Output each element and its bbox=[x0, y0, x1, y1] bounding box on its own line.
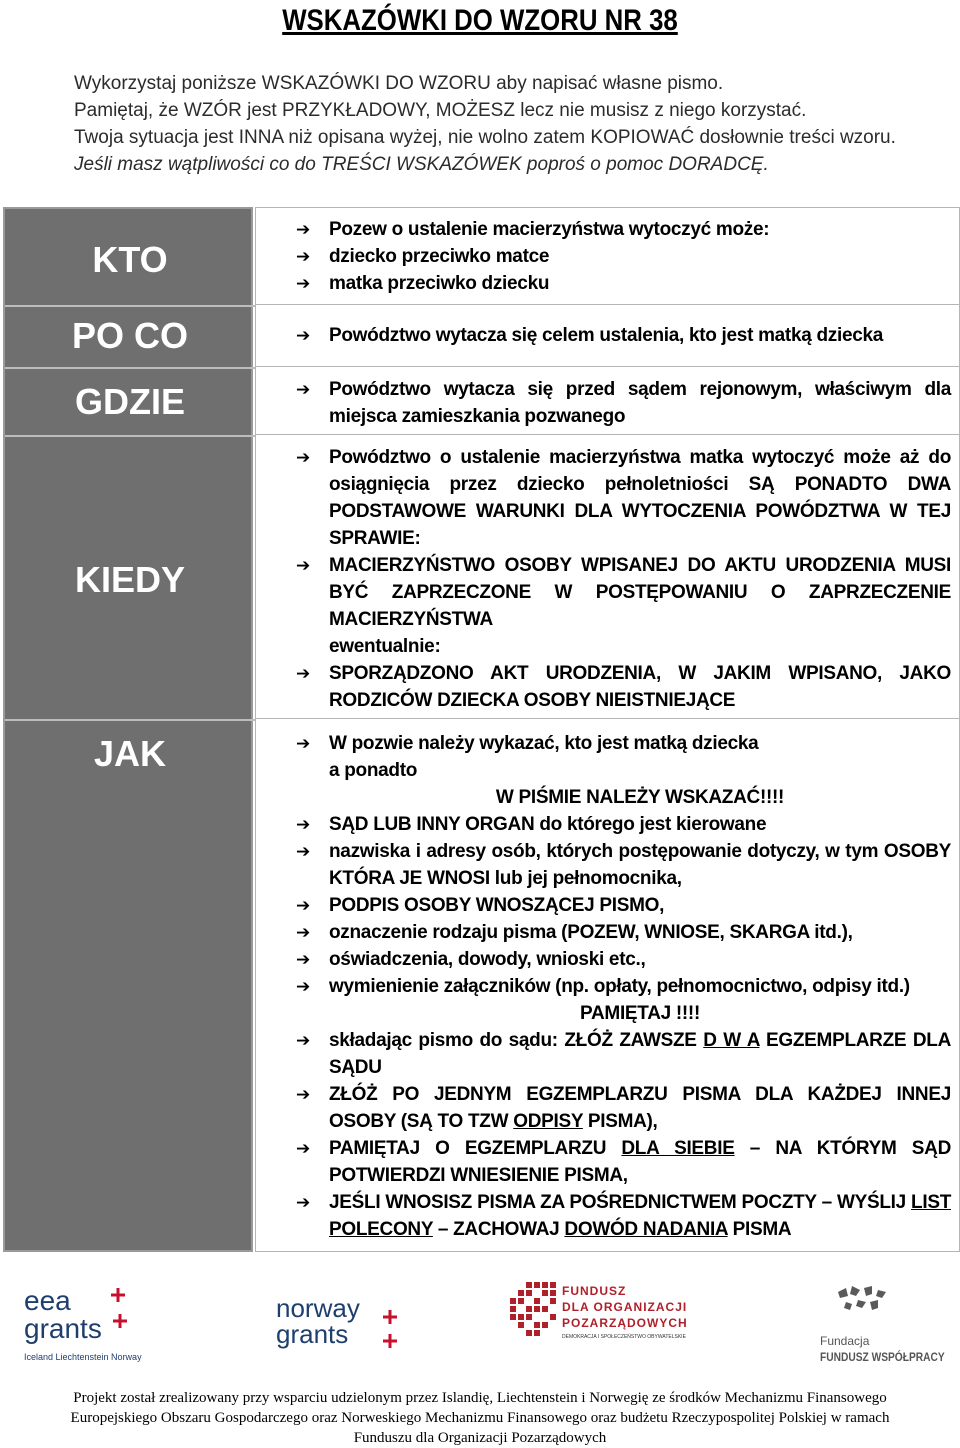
label-jak: JAK bbox=[93, 733, 167, 774]
footer-line-3: Funduszu dla Organizacji Pozarządowych bbox=[353, 1430, 607, 1446]
funding-footer bbox=[0, 1388, 960, 1448]
arrow-right-icon: ➔ bbox=[296, 1193, 310, 1212]
list-item: ➔ składając pismo do sądu: ZŁÓŻ ZAWSZE D W A EGZEMPLARZE DLA SĄDU bbox=[256, 1027, 959, 1081]
arrow-right-icon: ➔ bbox=[296, 815, 310, 834]
arrow-right-icon: ➔ bbox=[296, 734, 310, 753]
document-title: WSKAZÓWKI DO WZORU NR 38 bbox=[282, 4, 678, 37]
list-item: ➔ dziecko przeciwko matce bbox=[256, 243, 959, 270]
intro-line-4: Jeśli masz wątpliwości co do TREŚCI WSKAZÓWEK poproś o pomoc DORADCĘ. bbox=[74, 154, 769, 175]
arrow-right-icon: ➔ bbox=[296, 1085, 310, 1104]
label-gdzie: GDZIE bbox=[74, 381, 185, 422]
list-item: ➔ Powództwo wytacza się celem ustalenia, kto jest matką dziecka bbox=[256, 322, 959, 349]
section-jak bbox=[256, 730, 959, 1243]
list-item: ➔ Powództwo wytacza się przed sądem rejonowym, właściwym dla miejsca zamieszkania pozwanego bbox=[256, 376, 959, 430]
list-item: ➔ oświadczenia, dowody, wnioski etc., bbox=[256, 946, 959, 973]
footer-line-1: Projekt został zrealizowany przy wsparciu udzielonym przez Islandię, Liechtenstein i Norwegię ze środków Mechanizmu Finansowego bbox=[73, 1390, 887, 1406]
list-item: ➔ PODPIS OSOBY WNOSZĄCEJ PISMO, bbox=[256, 892, 959, 919]
sponsor-logos bbox=[0, 1272, 960, 1382]
fundusz-line1: FUNDUSZ bbox=[562, 1284, 627, 1298]
eea-sub: Iceland Liechtenstein Norway bbox=[24, 1352, 142, 1362]
label-divider bbox=[5, 435, 255, 437]
connector-text: ewentualnie: bbox=[329, 636, 441, 657]
arrow-right-icon: ➔ bbox=[296, 1139, 310, 1158]
fws-line1: Fundacja bbox=[820, 1334, 870, 1348]
section-kiedy bbox=[256, 444, 959, 714]
norway-line2: grants bbox=[276, 1319, 349, 1349]
arrow-right-icon: ➔ bbox=[296, 448, 310, 467]
arrow-right-icon: ➔ bbox=[296, 1031, 310, 1050]
eea-grants-logo bbox=[20, 1282, 140, 1372]
footer-line-2: Europejskiego Obszaru Gospodarczego oraz Norweskiego Mechanizmu Finansowego oraz budżetu Rzeczypospolitej Polskiej w ramach bbox=[70, 1410, 890, 1426]
label-po-co: PO CO bbox=[71, 315, 188, 356]
guidance-table bbox=[3, 207, 960, 1252]
row-divider bbox=[256, 434, 959, 435]
arrow-right-icon: ➔ bbox=[296, 896, 310, 915]
list-item: ➔ oznaczenie rodzaju pisma (POZEW, WNIOSE, SKARGA itd.), bbox=[256, 919, 959, 946]
label-divider bbox=[5, 305, 255, 307]
intro-line-2: Pamiętaj, że WZÓR jest PRZYKŁADOWY, MOŻESZ lecz nie musisz z niego korzystać. bbox=[74, 100, 807, 121]
eea-line2: grants bbox=[24, 1313, 102, 1344]
reminder-heading: PAMIĘTAJ !!!! bbox=[580, 1003, 700, 1024]
norway-line1: norway bbox=[276, 1293, 360, 1323]
arrow-right-icon: ➔ bbox=[296, 380, 310, 399]
arrow-right-icon: ➔ bbox=[296, 274, 310, 293]
list-item: ➔ wymienienie załączników (np. opłaty, pełnomocnictwo, odpisy itd.) bbox=[256, 973, 959, 1000]
arrow-right-icon: ➔ bbox=[296, 326, 310, 345]
list-item: ➔ ZŁÓŻ PO JEDNYM EGZEMPLARZU PISMA DLA KAŻDEJ INNEJ OSOBY (SĄ TO TZW ODPISY PISMA), bbox=[256, 1081, 959, 1135]
fws-line2: FUNDUSZ WSPÓŁPRACY bbox=[820, 1350, 945, 1364]
list-item: ➔ nazwiska i adresy osób, których postępowanie dotyczy, w tym OSOBY KTÓRA JE WNOSI lub jej pełnomocnika, bbox=[256, 838, 959, 892]
row-divider bbox=[256, 304, 959, 305]
fundusz-line2: DLA ORGANIZACJI bbox=[562, 1300, 688, 1314]
arrow-right-icon: ➔ bbox=[296, 247, 310, 266]
intro-text bbox=[74, 70, 954, 178]
arrow-right-icon: ➔ bbox=[296, 556, 310, 575]
label-divider bbox=[5, 719, 255, 721]
list-item: ➔ JEŚLI WNOSISZ PISMA ZA POŚREDNICTWEM POCZTY – WYŚLIJ LIST POLECONY – ZACHOWAJ DOWÓD NADANIA PISMA bbox=[256, 1189, 959, 1243]
list-item: ➔ Powództwo o ustalenie macierzyństwa matka wytoczyć może aż do osiągnięcia przez dziecko pełnoletniości SĄ PONADTO DWA PODSTAWOWE WARUNKI DLA WYTOCZENIA POWÓDZTWA W TEJ SPRAWIE: bbox=[256, 444, 959, 552]
arrow-right-icon: ➔ bbox=[296, 950, 310, 969]
connector-text: a ponadto bbox=[329, 760, 418, 781]
fundusz-sub: DEMOKRACJA I SPOŁECZEŃSTWO OBYWATELSKIE bbox=[562, 1334, 686, 1340]
section-po-co bbox=[256, 322, 959, 349]
arrow-right-icon: ➔ bbox=[296, 923, 310, 942]
eea-line1: eea bbox=[24, 1285, 71, 1316]
section-labels-column bbox=[3, 207, 253, 1252]
arrow-right-icon: ➔ bbox=[296, 664, 310, 683]
section-gdzie bbox=[256, 376, 959, 430]
arrow-right-icon: ➔ bbox=[296, 842, 310, 861]
arrow-right-icon: ➔ bbox=[296, 220, 310, 239]
list-item: ➔ matka przeciwko dziecku bbox=[256, 270, 959, 297]
subheading: W PIŚMIE NALEŻY WSKAZAĆ!!!! bbox=[495, 787, 785, 808]
arrow-right-icon: ➔ bbox=[296, 977, 310, 996]
list-item: ➔ PAMIĘTAJ O EGZEMPLARZU DLA SIEBIE – NA KTÓRYM SĄD POTWIERDZI WNIESIENIE PISMA, bbox=[256, 1135, 959, 1189]
fws-emblem-icon bbox=[832, 1284, 902, 1334]
label-kiedy: KIEDY bbox=[74, 559, 186, 600]
norway-grants-logo bbox=[272, 1286, 412, 1366]
section-content-column bbox=[255, 207, 960, 1252]
label-divider bbox=[5, 367, 255, 369]
fundusz-ngo-logo bbox=[510, 1280, 690, 1370]
row-divider bbox=[256, 366, 959, 367]
row-divider bbox=[256, 718, 959, 719]
fundusz-line3: POZARZĄDOWYCH bbox=[562, 1316, 688, 1330]
list-item: ➔ MACIERZYŃSTWO OSOBY WPISANEJ DO AKTU URODZENIA MUSI BYĆ ZAPRZECZONE W POSTĘPOWANIU O ZAPRZECZENIE MACIERZYŃSTWA bbox=[256, 552, 959, 633]
fundusz-wspolpracy-logo bbox=[812, 1284, 952, 1374]
list-item: ➔ SPORZĄDZONO AKT URODZENIA, W JAKIM WPISANO, JAKO RODZICÓW DZIECKA OSOBY NIEISTNIEJĄCE bbox=[256, 660, 959, 714]
section-kto bbox=[256, 216, 959, 297]
label-kto: KTO bbox=[92, 239, 168, 280]
list-item: ➔ SĄD LUB INNY ORGAN do którego jest kierowane bbox=[256, 811, 959, 838]
intro-line-1: Wykorzystaj poniższe WSKAZÓWKI DO WZORU aby napisać własne pismo. bbox=[74, 73, 724, 94]
list-item: ➔ Pozew o ustalenie macierzyństwa wytoczyć może: bbox=[256, 216, 959, 243]
fundusz-mosaic-icon bbox=[510, 1280, 558, 1342]
list-item: ➔ W pozwie należy wykazać, kto jest matką dziecka bbox=[256, 730, 959, 757]
intro-line-3: Twoja sytuacja jest INNA niż opisana wyżej, nie wolno zatem KOPIOWAĆ dosłownie treści wzoru. bbox=[74, 127, 896, 148]
